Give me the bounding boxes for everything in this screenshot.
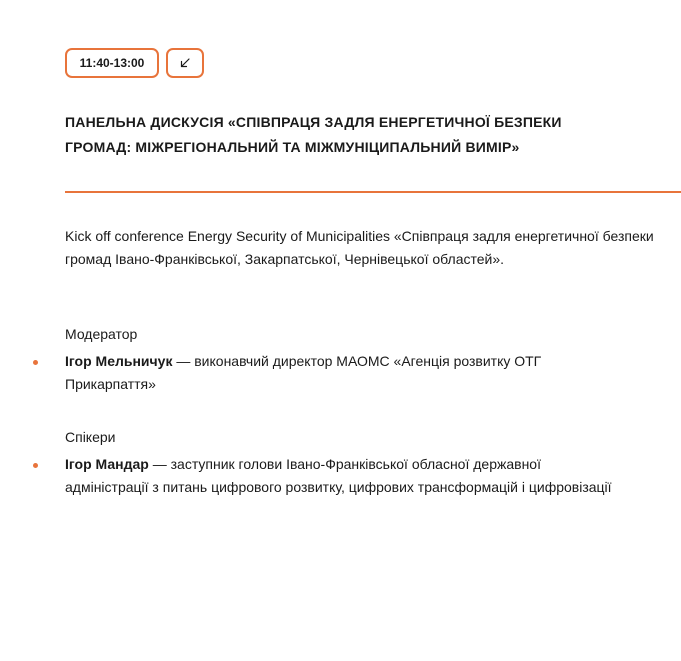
moderator-label: Модератор [65, 326, 138, 342]
session-description: Kick off conference Energy Security of Municipalities «Співпраця задля енергетичної безпеки громад Івано-Франківської, Закарпатської, Чернівецької областей». [65, 228, 654, 267]
session-title-line-2: ГРОМАД: МІЖРЕГІОНАЛЬНИЙ ТА МІЖМУНІЦИПАЛЬНИЙ ВИМІР» [65, 139, 520, 155]
arrow-down-left-icon [179, 57, 191, 69]
speaker-name: Ігор Мандар [65, 456, 149, 472]
moderator-name: Ігор Мельничук [65, 353, 173, 369]
session-title-line-1: ПАНЕЛЬНА ДИСКУСІЯ «СПІВПРАЦЯ ЗАДЛЯ ЕНЕРГЕТИЧНОЇ БЕЗПЕКИ [65, 114, 562, 130]
time-text: 11:40-13:00 [79, 56, 145, 70]
speaker-role: — заступник голови Івано-Франківської обласної державної адміністрації з питань цифрового розвитку, цифрових трансформацій і цифровізації [65, 456, 612, 495]
moderator-role: — виконавчий директор МАОМС «Агенція розвитку ОТГ Прикарпаття» [65, 353, 542, 392]
moderator-item [65, 350, 625, 396]
time-badge[interactable] [65, 48, 159, 78]
speaker-item [65, 453, 625, 499]
collapse-button[interactable] [166, 48, 204, 78]
session-title [65, 110, 665, 160]
speakers-label: Спікери [65, 429, 116, 445]
section-divider [65, 191, 681, 193]
session-chips [65, 48, 204, 78]
